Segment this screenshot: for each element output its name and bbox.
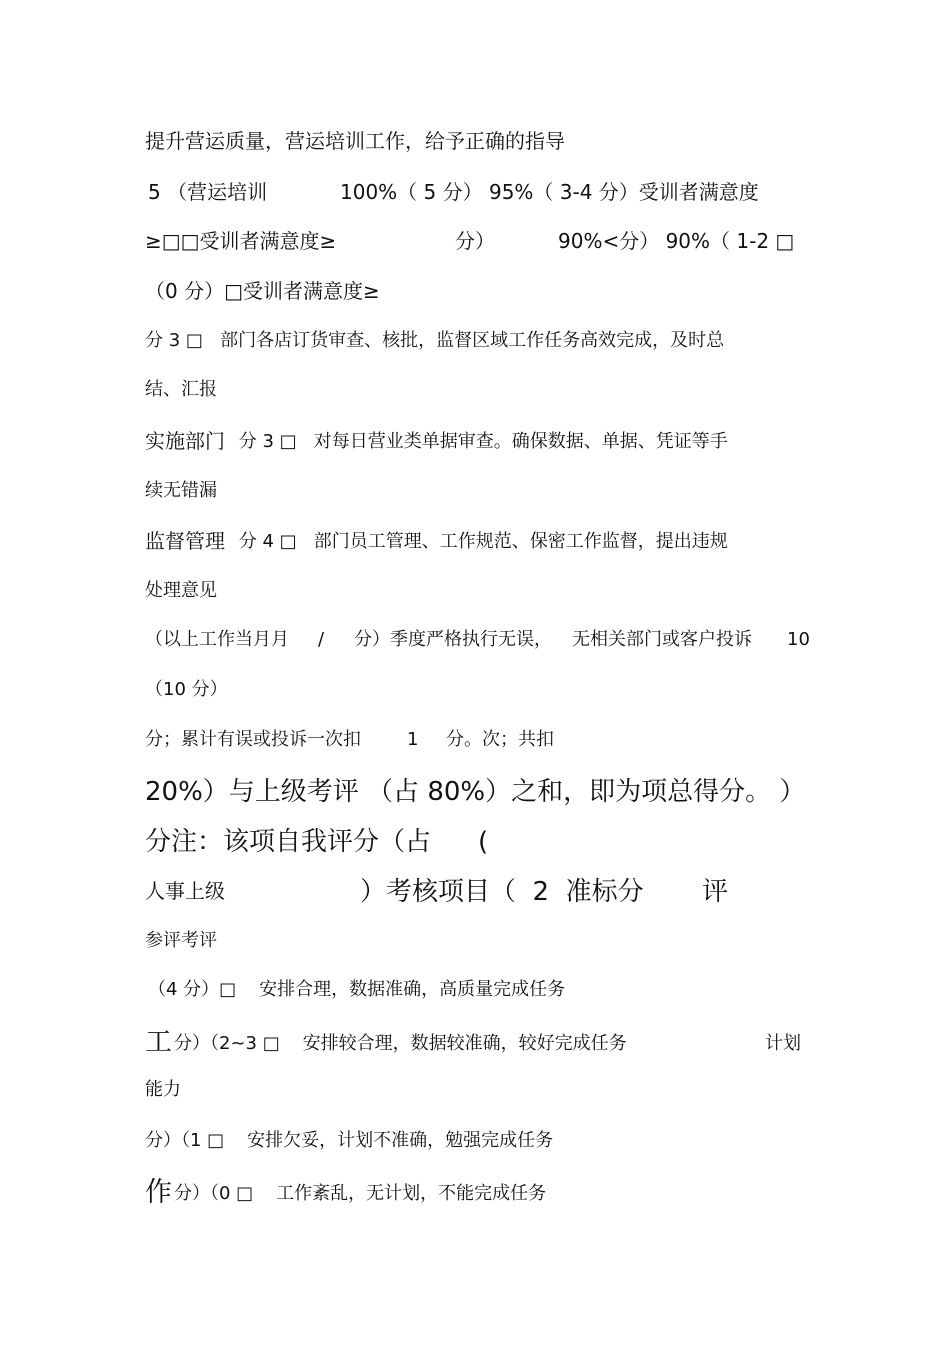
text-line-16a: 人事上级	[145, 879, 225, 903]
text-line-3a: ≥□□受训者满意度≥	[145, 229, 337, 253]
text-line-19c: 计划	[765, 1033, 801, 1054]
text-line-10: 处理意见	[145, 580, 217, 601]
text-line-11b: /	[318, 629, 325, 650]
text-line-19b: 分）（2~3 □ 安排较合理，数据较准确，较好完成任务	[174, 1033, 627, 1054]
text-line-11e: 10	[787, 629, 810, 650]
text-line-9b: 分 4 □ 部门员工管理、工作规范、保密工作监督，提出违规	[233, 531, 728, 552]
text-line-16c: 评	[702, 877, 729, 907]
text-line-1: 提升营运质量，营运培训工作，给予正确的指导	[145, 129, 565, 153]
text-line-21: 分）（1 □ 安排欠妥，计划不准确，勉强完成任务	[145, 1130, 554, 1151]
text-line-11a: （以上工作当月月	[145, 629, 289, 650]
text-line-7a: 实施部门	[145, 429, 225, 453]
text-line-15b: (	[478, 827, 489, 857]
text-line-13b: 1	[407, 729, 419, 750]
text-line-3b: 分）	[455, 229, 495, 253]
text-line-12: （10 分）	[145, 679, 228, 700]
text-line-11d: 无相关部门或客户投诉	[572, 629, 752, 650]
text-line-5: 分 3 □ 部门各店订货审查、核批，监督区域工作任务高效完成，及时总	[145, 330, 725, 351]
text-line-6: 结、汇报	[145, 379, 217, 400]
text-line-11c: 分）季度严格执行无误，	[354, 629, 552, 650]
text-line-8: 续无错漏	[145, 480, 217, 501]
text-line-3c: 90%<分） 90%（ 1-2 □	[558, 229, 795, 253]
text-line-13a: 分；累计有误或投诉一次扣	[145, 729, 361, 750]
text-line-18: （4 分）□ 安排合理，数据准确，高质量完成任务	[148, 979, 566, 1000]
text-line-9a: 监督管理	[145, 529, 225, 553]
text-line-22a: 作	[145, 1177, 172, 1208]
text-line-16b: ）考核项目（ 2 准标分	[360, 877, 644, 907]
text-line-14: 20%）与上级考评 （占 80%）之和，即为项总得分。 ）	[145, 777, 806, 807]
text-line-7b: 分 3 □ 对每日营业类单据审查。确保数据、单据、凭证等手	[233, 431, 728, 452]
text-line-2a: 5 （营运培训	[148, 180, 268, 204]
text-line-19a: 工	[145, 1027, 172, 1058]
text-line-20: 能力	[145, 1079, 181, 1100]
text-line-17: 参评考评	[145, 930, 217, 951]
text-line-2b: 100%（ 5 分） 95%（ 3-4 分）受训者满意度	[340, 180, 759, 204]
text-line-15a: 分注：该项自我评分（占	[145, 827, 432, 857]
text-line-4: （0 分）□受训者满意度≥	[145, 279, 380, 303]
text-line-22b: 分）（0 □ 工作紊乱，无计划，不能完成任务	[174, 1183, 547, 1204]
text-line-13c: 分。次；共扣	[446, 729, 554, 750]
